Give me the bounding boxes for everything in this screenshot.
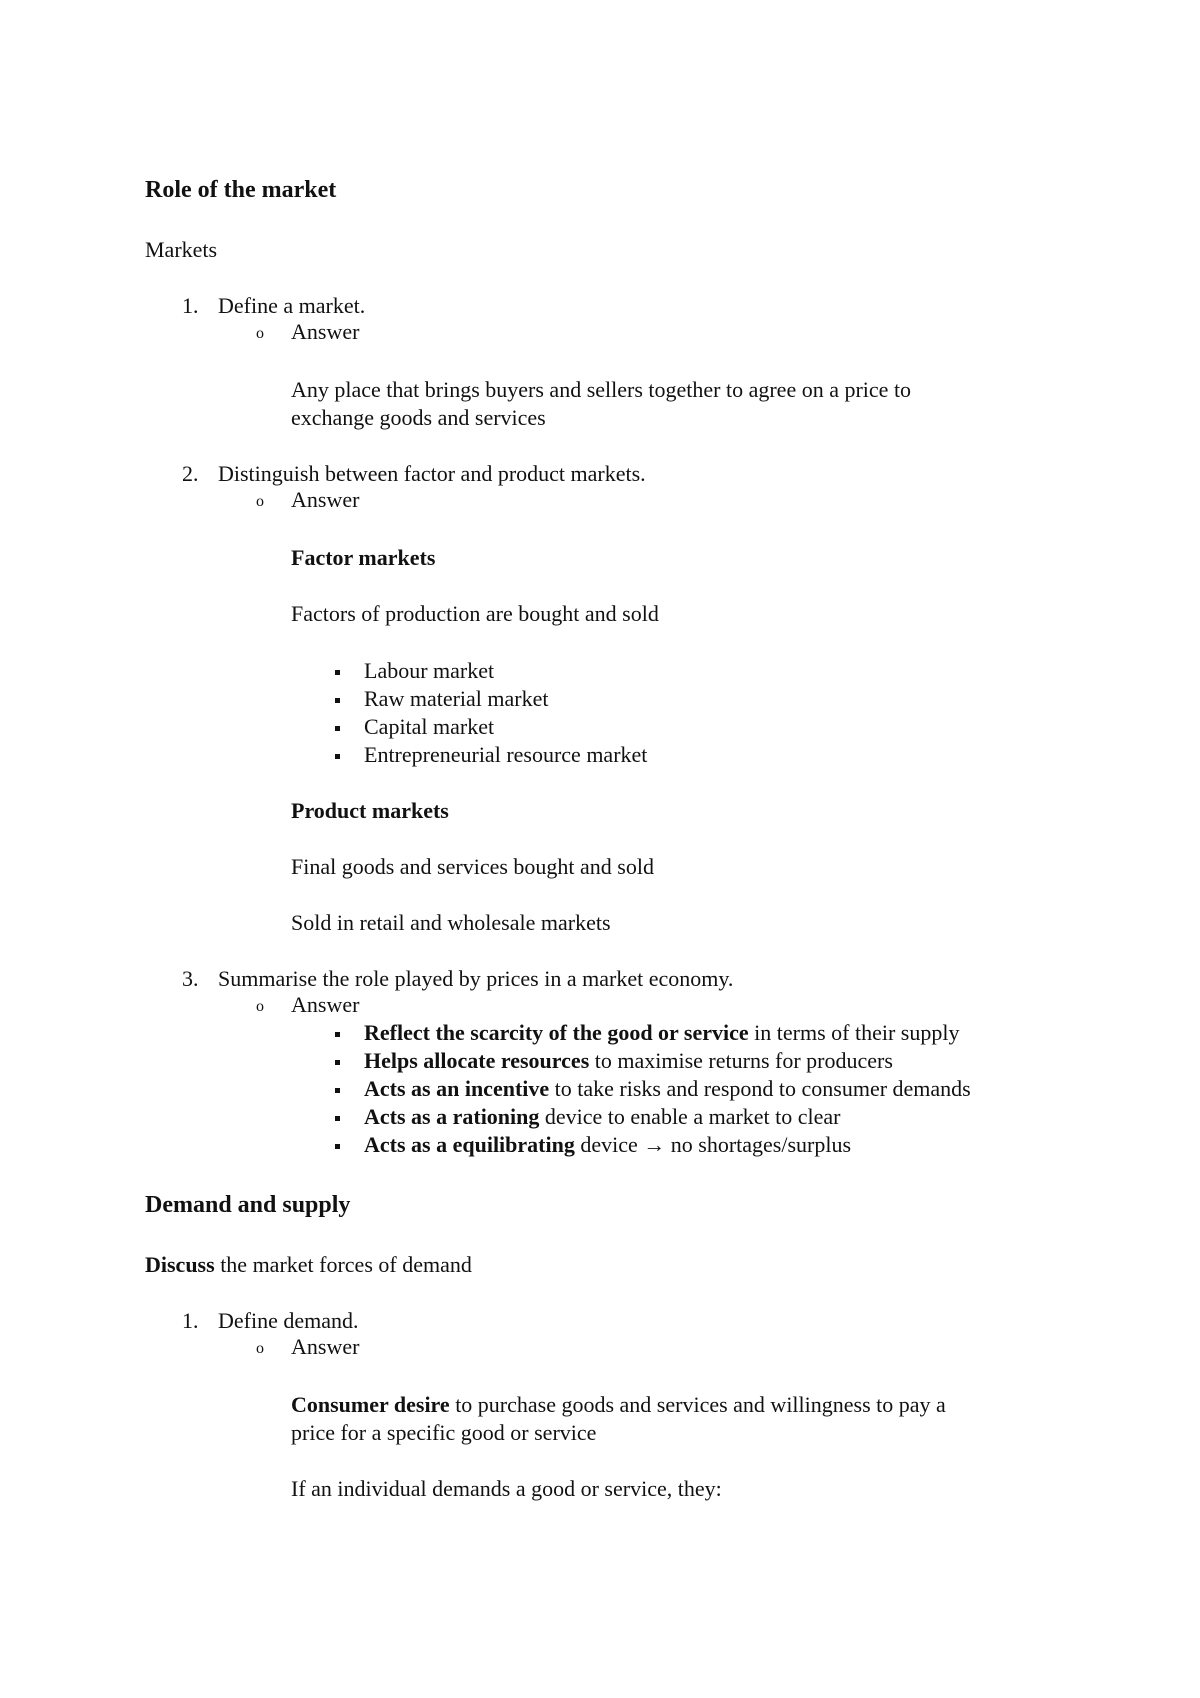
square-bullet-icon bbox=[335, 1088, 340, 1093]
factor-markets-desc: Factors of production are bought and sold bbox=[291, 601, 659, 626]
circle-bullet-icon: o bbox=[256, 1340, 264, 1357]
answer-label: Answer bbox=[291, 319, 360, 344]
factor-markets-heading: Factor markets bbox=[291, 545, 436, 570]
square-bullet-icon bbox=[335, 1116, 340, 1121]
section-title-role: Role of the market bbox=[145, 177, 337, 203]
square-bullet-icon bbox=[335, 1060, 340, 1065]
square-bullet-icon bbox=[335, 1032, 340, 1037]
list-item: Raw material market bbox=[364, 686, 549, 711]
product-markets-heading: Product markets bbox=[291, 798, 449, 823]
answer-text: price for a specific good or service bbox=[291, 1420, 597, 1445]
answer-label: Answer bbox=[291, 487, 360, 512]
list-item: Acts as a equilibrating device → no shortages/surplus bbox=[364, 1132, 852, 1157]
answer-text: exchange goods and services bbox=[291, 405, 546, 430]
answer-text: Consumer desire to purchase goods and services and willingness to pay a bbox=[291, 1392, 946, 1417]
answer-label: Answer bbox=[291, 1334, 360, 1359]
product-markets-desc: Sold in retail and wholesale markets bbox=[291, 910, 611, 935]
answer-text: If an individual demands a good or service, they: bbox=[291, 1476, 722, 1501]
question-number: 1. bbox=[182, 293, 199, 318]
square-bullet-icon bbox=[335, 670, 340, 675]
section-title-demand: Demand and supply bbox=[145, 1192, 351, 1218]
list-item: Labour market bbox=[364, 658, 495, 683]
circle-bullet-icon: o bbox=[256, 998, 264, 1015]
question-number: 2. bbox=[182, 461, 199, 486]
list-item: Capital market bbox=[364, 714, 495, 739]
circle-bullet-icon: o bbox=[256, 325, 264, 342]
question-text: Distinguish between factor and product markets. bbox=[218, 461, 646, 486]
list-item: Reflect the scarcity of the good or service in terms of their supply bbox=[364, 1020, 960, 1045]
subheading-markets: Markets bbox=[145, 237, 218, 262]
section-intro: Discuss the market forces of demand bbox=[145, 1252, 472, 1277]
question-text: Define demand. bbox=[218, 1308, 359, 1333]
question-text: Define a market. bbox=[218, 293, 366, 318]
question-text: Summarise the role played by prices in a market economy. bbox=[218, 966, 734, 991]
answer-text: Any place that brings buyers and sellers together to agree on a price to bbox=[291, 377, 912, 402]
square-bullet-icon bbox=[335, 1144, 340, 1149]
circle-bullet-icon: o bbox=[256, 493, 264, 510]
list-item: Acts as a rationing device to enable a market to clear bbox=[364, 1104, 841, 1129]
list-item: Acts as an incentive to take risks and respond to consumer demands bbox=[364, 1076, 971, 1101]
answer-label: Answer bbox=[291, 992, 360, 1017]
list-item: Helps allocate resources to maximise returns for producers bbox=[364, 1048, 893, 1073]
square-bullet-icon bbox=[335, 726, 340, 731]
question-number: 3. bbox=[182, 966, 199, 991]
square-bullet-icon bbox=[335, 698, 340, 703]
question-number: 1. bbox=[182, 1308, 199, 1333]
list-item: Entrepreneurial resource market bbox=[364, 742, 648, 767]
product-markets-desc: Final goods and services bought and sold bbox=[291, 854, 654, 879]
square-bullet-icon bbox=[335, 754, 340, 759]
